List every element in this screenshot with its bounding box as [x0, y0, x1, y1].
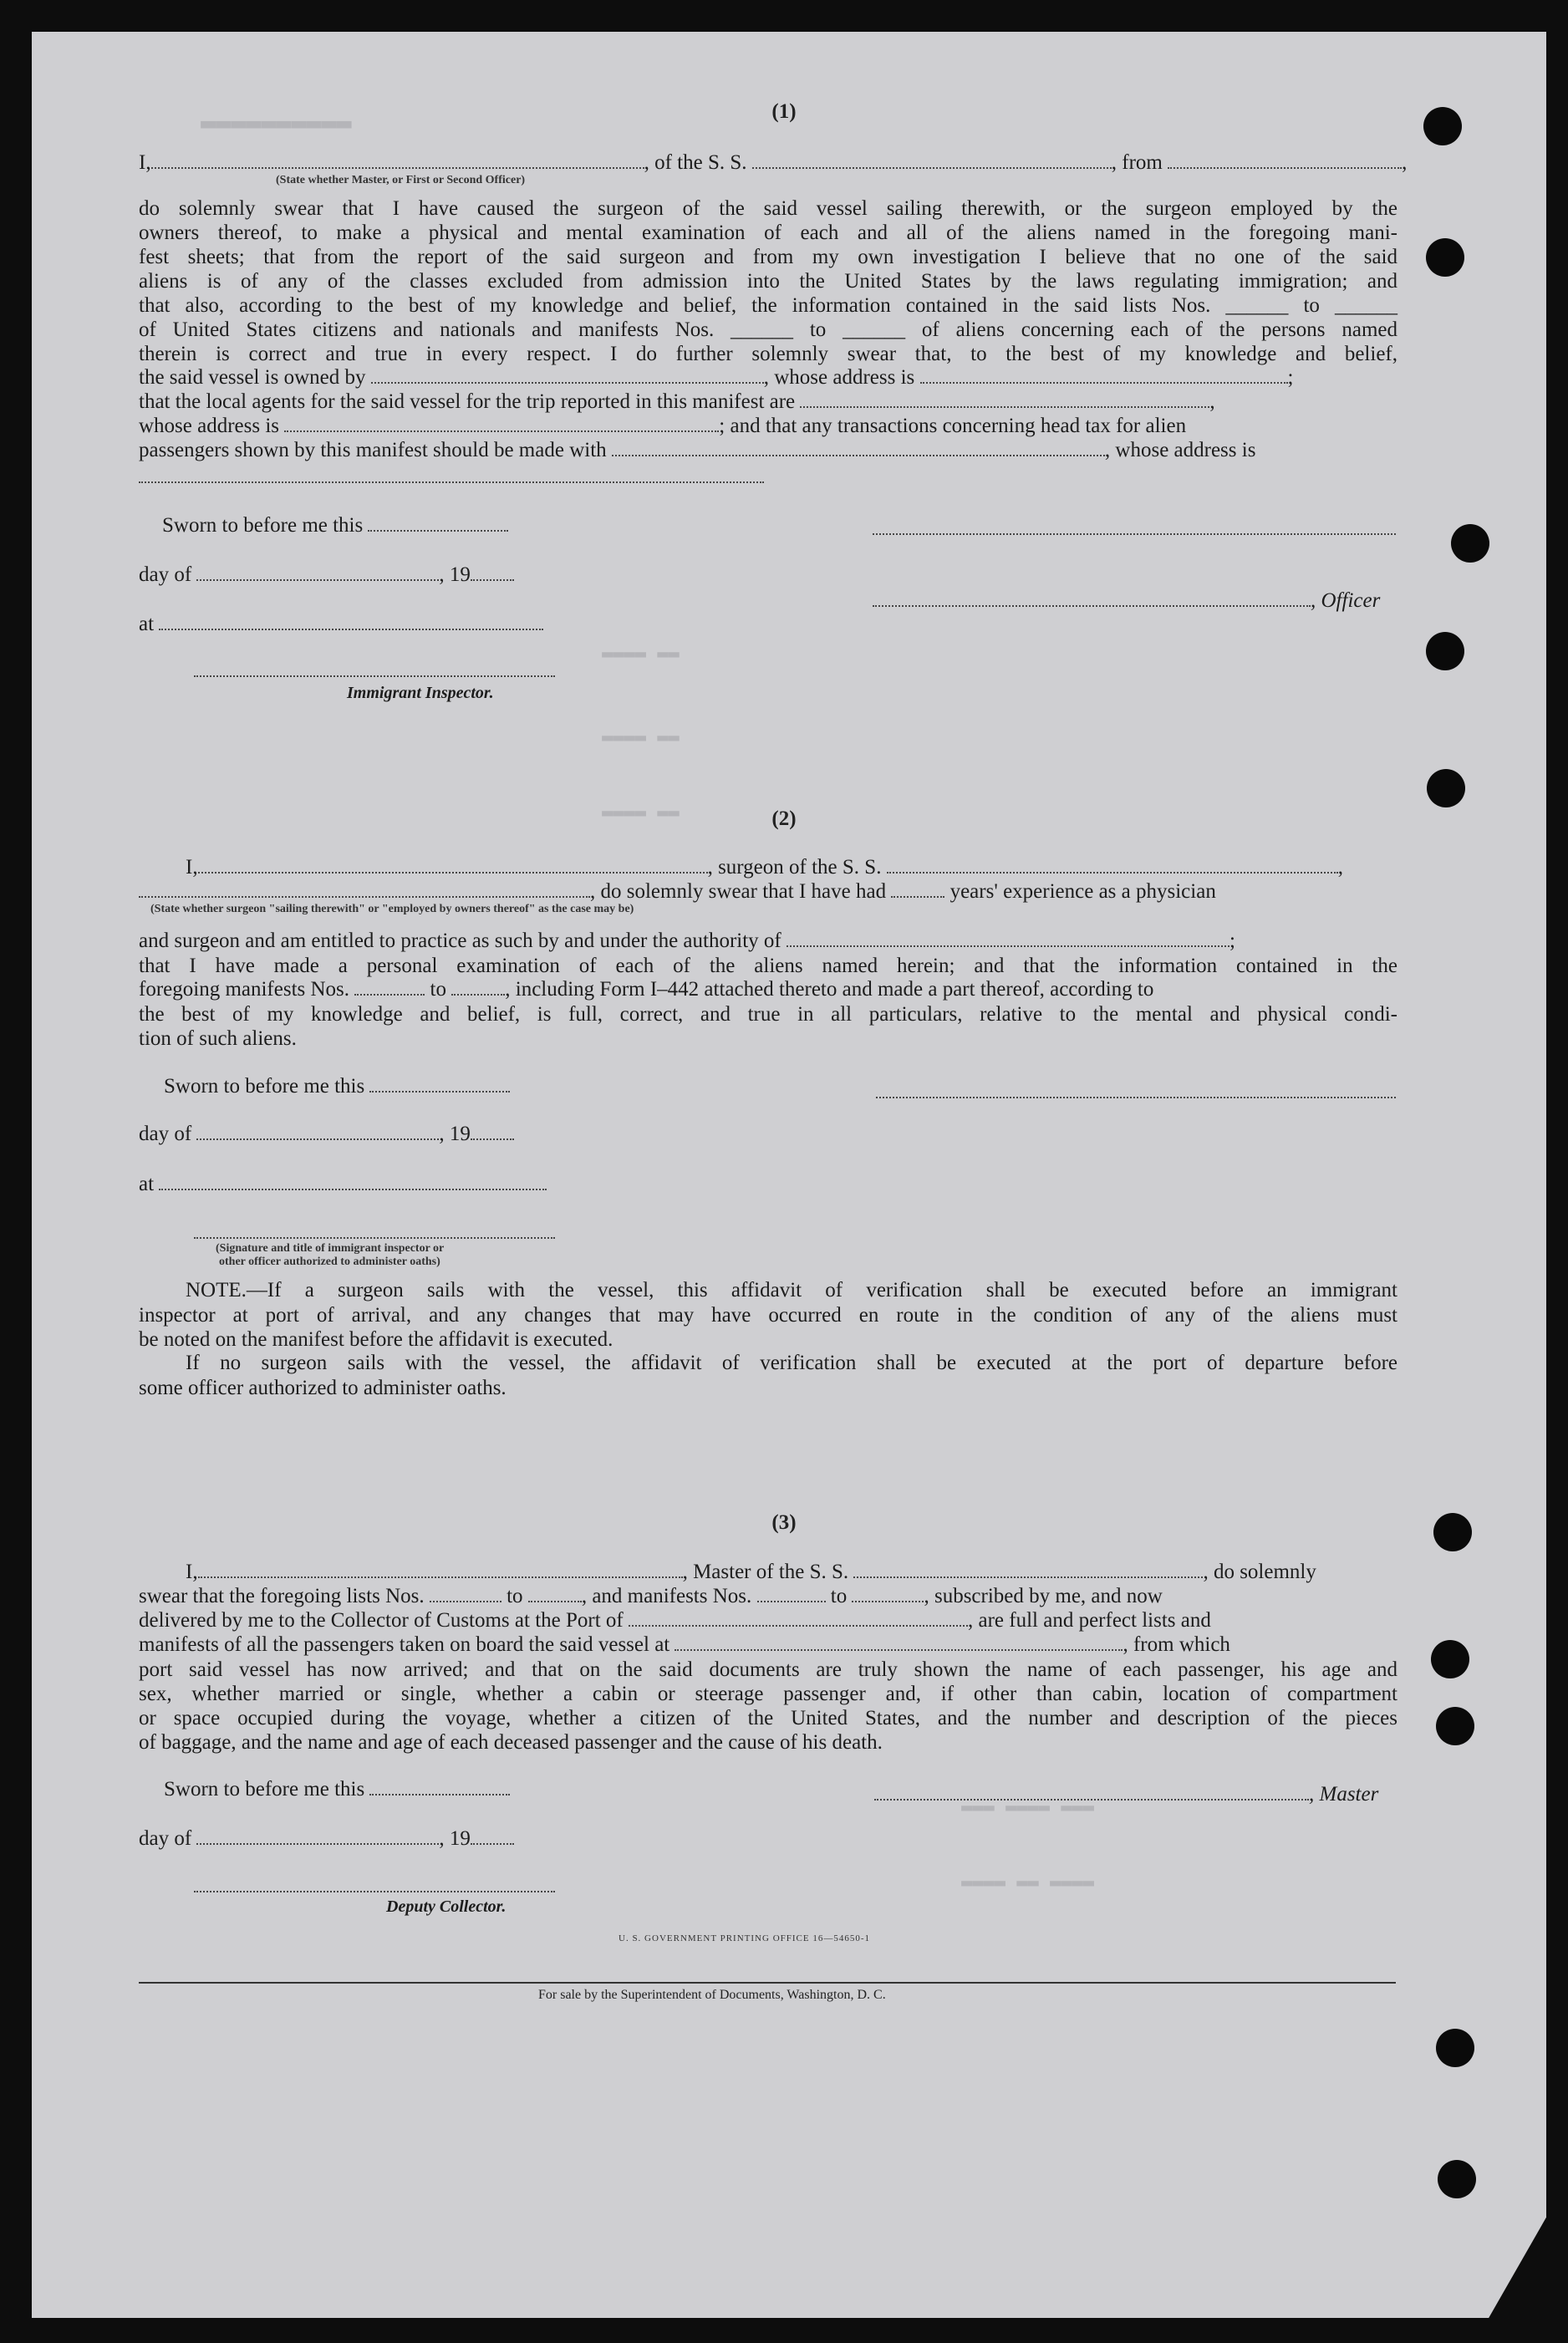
inspector-blank [194, 675, 555, 677]
day-of-label: day of [139, 1827, 192, 1850]
foregoing-manifests-line [139, 978, 1153, 1001]
year-label: , 19 [439, 1123, 471, 1145]
owned-by-line: the said vessel is owned by , whose address is ; [139, 366, 1294, 389]
address-blank [139, 481, 764, 483]
years-experience-label: years' experience as a physician [949, 880, 1216, 903]
punch-hole [1438, 2160, 1476, 2198]
owned-by-label: the said vessel is owned by [139, 366, 366, 389]
note-line: If no surgeon sails with the vessel, the affidavit of verification shall be executed at the port of departure before [186, 1352, 1397, 1374]
sworn-line [164, 1075, 510, 1098]
local-agents-line: that the local agents for the said vessel for the trip reported in this manifest are , [139, 390, 1215, 413]
section1-opening-line: I, , of the S. S. , from , [139, 151, 1408, 174]
section3-opening-line [186, 1561, 1316, 1584]
of-the-ss-label: , of the S. S. [644, 151, 747, 174]
passengers-line [139, 439, 1255, 462]
manifests-label: foregoing manifests Nos. [139, 978, 350, 1001]
port-label: delivered by me to the Collector of Customs at the Port of [139, 1609, 624, 1632]
inspector-caption: Immigrant Inspector. [347, 684, 494, 702]
body-line: aliens is of any of the classes excluded from admission into the United States by the laws regulating immigration; and [139, 270, 1397, 293]
perfect-lists-label: , are full and perfect lists and [968, 1609, 1211, 1632]
authority-label: and surgeon and am entitled to practice as such by and under the authority of [139, 930, 781, 952]
printing-office-imprint: U. S. GOVERNMENT PRINTING OFFICE 16—54650-1 [619, 1933, 871, 1943]
address-label: , whose address is [763, 366, 915, 389]
opening-word: I, [139, 151, 151, 174]
from-which-label: , from which [1123, 1633, 1230, 1656]
note-line: inspector at port of arrival, and any changes that may have occurred en route in the condition of any of the aliens must [139, 1304, 1397, 1327]
section-number: (3) [771, 1511, 797, 1534]
punch-hole [1427, 769, 1465, 807]
to-label: to [430, 978, 446, 1001]
address-label: , whose address is [1104, 439, 1256, 461]
punch-hole [1431, 1640, 1469, 1678]
signature-blank [876, 1097, 1396, 1098]
at-label: at [139, 613, 155, 635]
do-solemnly-label: , do solemnly swear that I have had [590, 880, 887, 903]
to-label: to [830, 1585, 848, 1607]
punch-hole [1451, 524, 1489, 563]
at-line [139, 613, 543, 636]
master-caption: (State whether Master, or First or Second Officer) [276, 174, 526, 186]
years-line [139, 880, 1216, 904]
surgeon-caption: (State whether surgeon "sailing therewith" or "employed by owners thereof" as the case may be) [150, 903, 634, 915]
port-line [139, 1609, 1211, 1632]
punch-hole [1436, 1707, 1474, 1745]
opening-word: I, [186, 856, 198, 879]
bleed-through-mark: ▬▬▬ ▬▬▬▬ ▬▬▬ [961, 1797, 1094, 1818]
sig-caption: (Signature and title of immigrant inspector or [216, 1242, 445, 1255]
do-solemnly-label: , do solemnly [1203, 1561, 1316, 1583]
section-number: (2) [771, 807, 797, 830]
manifests-label: , and manifests Nos. [581, 1585, 752, 1607]
sworn-label: Sworn to before me this [164, 1075, 365, 1098]
signature-blank [873, 533, 1396, 535]
inspector-blank [194, 1237, 555, 1239]
body-line: owners thereof, to make a physical and mental examination of each and all of the aliens named in the foregoing mani- [139, 222, 1397, 244]
authority-line: and surgeon and am entitled to practice as such by and under the authority of ; [139, 930, 1235, 952]
body-line: tion of such aliens. [139, 1027, 297, 1050]
sale-notice: For sale by the Superintendent of Documents, Washington, D. C. [538, 1988, 886, 2002]
body-line: of United States citizens and nationals and manifests Nos. ______ to ______ of aliens concerning each of the persons named [139, 318, 1397, 341]
body-line: port said vessel has now arrived; and that on the said documents are truly shown the name of each passenger, his age and [139, 1658, 1397, 1681]
bleed-through-mark: ▬▬▬▬▬▬▬▬▬▬ [201, 109, 352, 138]
surgeon-of-label: , surgeon of the S. S. [707, 856, 882, 879]
local-agents-label: that the local agents for the said vessel for the trip reported in this manifest are [139, 390, 796, 413]
body-line: that also, according to the best of my knowledge and belief, the information contained in the said lists Nos. ______ to ______ [139, 294, 1397, 317]
day-of-label: day of [139, 1123, 192, 1145]
punch-hole [1436, 2029, 1474, 2067]
from-label: , from [1111, 151, 1163, 174]
passengers-label: passengers shown by this manifest should be made with [139, 439, 607, 461]
sig-caption: other officer authorized to administer oaths) [219, 1256, 440, 1268]
footer-rule [139, 1982, 1396, 1984]
lists-line [139, 1585, 1163, 1608]
bleed-through-mark: ▬▬▬▬ ▬▬ ▬▬▬▬ [961, 1872, 1094, 1893]
punch-hole [1426, 632, 1464, 670]
to-label: to [507, 1585, 523, 1607]
lists-label: swear that the foregoing lists Nos. [139, 1585, 425, 1607]
body-line: or space occupied during the voyage, whether a citizen of the United States, and the number and description of the pieces [139, 1707, 1397, 1729]
note-line: NOTE.—If a surgeon sails with the vessel, this affidavit of verification shall be executed before an immigrant [186, 1279, 1397, 1301]
taken-on-board-line [139, 1633, 1230, 1657]
bleed-through-mark: ▬▬ ▬▬▬▬ [602, 802, 680, 823]
opening-word: I, [186, 1561, 198, 1583]
body-line: of baggage, and the name and age of each deceased passenger and the cause of his death. [139, 1731, 883, 1754]
subscribed-label: , subscribed by me, and now [924, 1585, 1163, 1607]
head-tax-label: ; and that any transactions concerning head tax for alien [719, 415, 1187, 437]
sworn-label: Sworn to before me this [164, 1778, 365, 1801]
section-number: (1) [771, 100, 797, 123]
sworn-line [162, 514, 508, 537]
year-label: , 19 [439, 563, 471, 586]
head-tax-line [139, 415, 1186, 438]
sworn-line [164, 1778, 510, 1801]
punch-hole [1426, 238, 1464, 277]
master-signature-line [874, 1783, 1378, 1806]
body-line: sex, whether married or single, whether a cabin or steerage passenger and, if other than cabin, location of compartment [139, 1683, 1397, 1705]
sworn-label: Sworn to before me this [162, 514, 364, 537]
body-line: therein is correct and true in every respect. I do further solemnly swear that, to the best of my knowledge and belief, [139, 343, 1397, 365]
collector-blank [194, 1891, 555, 1892]
day-of-line [139, 1123, 514, 1146]
bleed-through-mark: ▬▬ ▬▬▬▬ [602, 644, 680, 665]
body-line: fest sheets; that from the report of the said surgeon and from my own investigation I believe that no one of the said [139, 246, 1397, 268]
address-label: whose address is [139, 415, 280, 437]
officer-label: , Officer [1311, 589, 1381, 612]
collector-caption: Deputy Collector. [386, 1897, 507, 1916]
year-label: , 19 [439, 1827, 471, 1850]
body-line: that I have made a personal examination of each of the aliens named herein; and that the information contained in the [139, 955, 1397, 977]
at-line [139, 1173, 547, 1196]
note-line: some officer authorized to administer oaths. [139, 1377, 507, 1399]
form-label: , including Form I–442 attached thereto and made a part thereof, according to [505, 978, 1154, 1001]
taken-on-board-label: manifests of all the passengers taken on board the said vessel at [139, 1633, 670, 1656]
at-label: at [139, 1173, 155, 1195]
day-of-line [139, 1827, 514, 1851]
master-of-label: , Master of the S. S. [682, 1561, 849, 1583]
body-line: do solemnly swear that I have caused the surgeon of the said vessel sailing therewith, or the surgeon employed by the [139, 197, 1397, 220]
body-line: the best of my knowledge and belief, is full, correct, and true in all particulars, relative to the mental and physical condi- [139, 1003, 1397, 1026]
day-of-line [139, 563, 514, 587]
officer-line [873, 589, 1380, 613]
day-of-label: day of [139, 563, 192, 586]
bleed-through-mark: ▬▬ ▬▬▬▬ [602, 727, 680, 748]
note-line: be noted on the manifest before the affidavit is executed. [139, 1328, 613, 1351]
master-label: , Master [1309, 1783, 1379, 1806]
section2-opening-line: I, , surgeon of the S. S. , [186, 856, 1343, 879]
